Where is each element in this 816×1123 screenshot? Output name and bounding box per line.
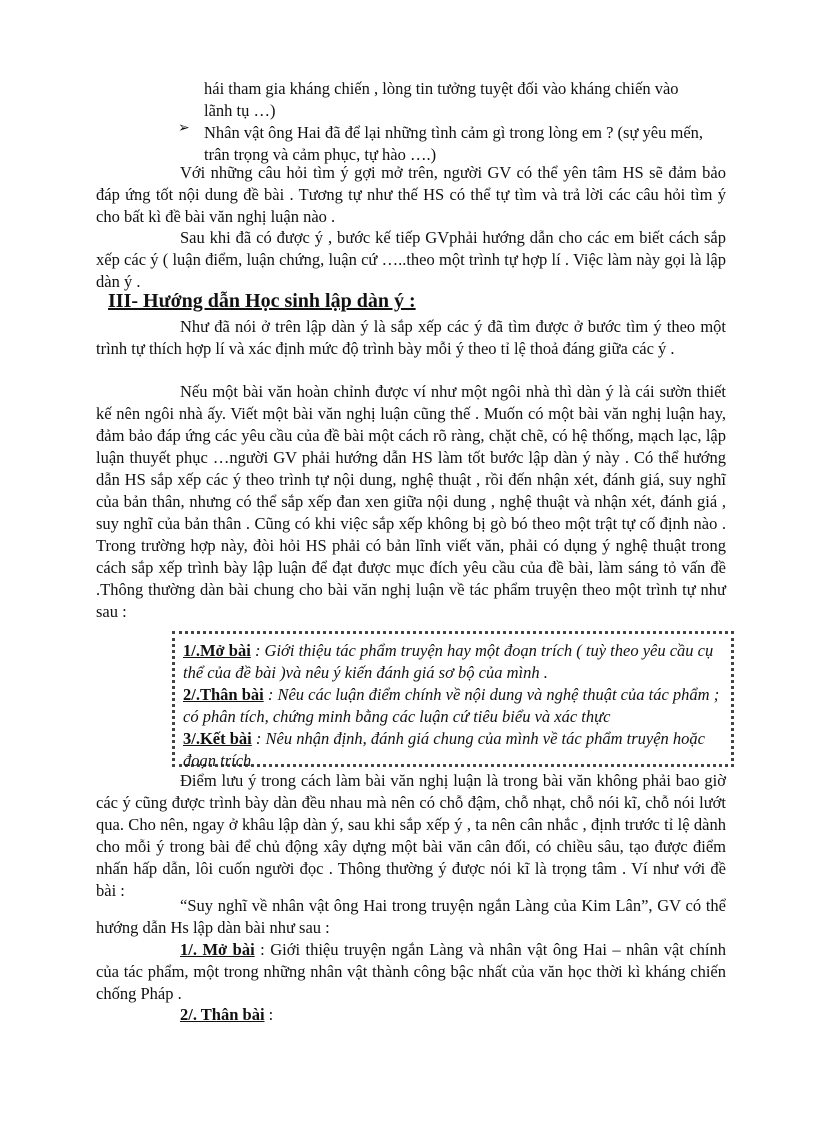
outline-item-3-text: : Nêu nhận định, đánh giá chung của mình về tác phẩm truyện hoặc đoạn trích (183, 729, 705, 770)
intro-line-1: hái tham gia kháng chiến , lòng tin tưởng tuyệt đối vào kháng chiến vào (204, 79, 679, 98)
paragraph-5: Điểm lưu ý trong cách làm bài văn nghị luận là trong bài văn không phải bao giờ các ý cũng được trình bày dàn đều nhau mà nên có chỗ đậm, chỗ nhạt, chỗ nói kĩ, chỗ nói lướt qua. Cho nên, ngay ở khâu lập dàn ý, sau khi sắp xếp ý , ta nên cân nhắc , định trước tỉ lệ dành cho mỗi ý trong bài để chủ động xây dựng một bài văn cân đối, có chiều sâu, tạo được điểm nhấn hấp dẫn, lôi cuốn người đọc . Thông thường ý được nói kĩ là trọng tâm . Ví như với đề bài : (96, 771, 726, 900)
outline-item-1-text: : Giới thiệu tác phẩm truyện hay một đoạn trích ( tuỳ theo yêu cầu cụ thể của đề bài )và nêu ý kiến đánh giá sơ bộ của mình . (183, 641, 714, 682)
paragraph-4: Nếu một bài văn hoàn chỉnh được ví như một ngôi nhà thì dàn ý là cái sườn thiết kế nên ngôi nhà ấy. Viết một bài văn nghị luận cũng thế . Muốn có một bài văn nghị luận hay, đảm bảo đáp ứng các yêu cầu của đề bài một cách rõ ràng, chặt chẽ, có hệ thống, mạch lạc, lập luận thuyết phục …người GV phải hướng dẫn HS làm tốt bước lập dàn ý này . Có thể hướng dẫn HS sắp xếp các ý theo trình tự nội dung, nghệ thuật , rồi đến nhận xét, đánh giá, suy nghĩ của bản thân, nhưng có thể sắp xếp đan xen giữa nội dung , nghệ thuật và nhận xét, đánh giá , suy nghĩ của bản thân . Cũng có khi việc sắp xếp không bị gò bó theo một trật tự cố định nào . Trong trường hợp này, đòi hỏi HS phải có bản lĩnh viết văn, phải có dụng ý nghệ thuật trong cách sắp xếp trình bày lập luận để đạt được mục đích yêu cầu của đề bài, làm sáng tỏ vấn đề .Thông thường dàn bài chung cho bài văn nghị luận về tác phẩm truyện theo một trình tự như sau : (96, 382, 726, 621)
section-2-label: 2/. Thân bài (180, 1005, 265, 1024)
section-1 (96, 939, 726, 1005)
bullet-item (204, 122, 734, 166)
paragraph-6: “Suy nghĩ về nhân vật ông Hai trong truyện ngắn Làng của Kim Lân”, GV có thể hướng dẫn Hs lập dàn bài như sau : (96, 896, 726, 937)
paragraph-1: Với những câu hỏi tìm ý gợi mở trên, người GV có thể yên tâm HS sẽ đảm bảo đáp ứng tốt nội dung đề bài . Tương tự như thế HS có thể tự tìm và trả lời các câu hỏi tìm ý cho bất kì đề bài văn nghị luận nào . (96, 163, 726, 226)
outline-box (172, 631, 734, 770)
section-1-label: 1/. Mở bài (180, 940, 255, 959)
bullet-line-2: trân trọng và cảm phục, tự hào ….) (204, 145, 437, 164)
section-1-text: : Giới thiệu truyện ngắn Làng và nhân vật ông Hai – nhân vật chính của tác phẩm, một trong những nhân vật thành công bậc nhất của văn học thời kì kháng chiến chống Pháp . (96, 940, 726, 1003)
bullet-line-1: Nhân vật ông Hai đã để lại những tình cảm gì trong lòng em ? (sự yêu mến, (204, 123, 704, 142)
outline-item-1-label: 1/.Mở bài (183, 641, 251, 660)
outline-item-1 (183, 640, 723, 684)
arrow-bullet-icon: ➢ (178, 121, 190, 136)
outline-item-3-label: 3/.Kết bài (183, 729, 252, 748)
paragraph-3: Như đã nói ở trên lập dàn ý là sắp xếp các ý đã tìm được ở bước tìm ý theo một trình tự thích hợp lí và xác định mức độ trình bày mỗi ý theo tỉ lệ thoả đáng giữa các ý . (96, 317, 726, 358)
section-2-text: : (264, 1005, 274, 1024)
outline-item-2-label: 2/.Thân bài (183, 685, 264, 704)
section-2 (96, 1004, 726, 1026)
section-heading: III- Hướng dẫn Học sinh lập dàn ý : (108, 290, 416, 312)
intro-lines (204, 78, 734, 122)
paragraph-2: Sau khi đã có được ý , bước kế tiếp GVphải hướng dẫn cho các em biết cách sắp xếp các ý ( luận điểm, luận chứng, luận cứ …..theo một trình tự hợp lí . Việc làm này gọi là lập dàn ý . (96, 228, 726, 291)
outline-item-2 (183, 684, 723, 728)
intro-line-2: lãnh tụ …) (204, 101, 276, 120)
outline-item-2-text: : Nêu các luận điểm chính về nội dung và nghệ thuật của tác phẩm ; có phân tích, chứng minh bằng các luận cứ tiêu biểu và xác thực (183, 685, 720, 726)
outline-item-3 (183, 728, 723, 772)
